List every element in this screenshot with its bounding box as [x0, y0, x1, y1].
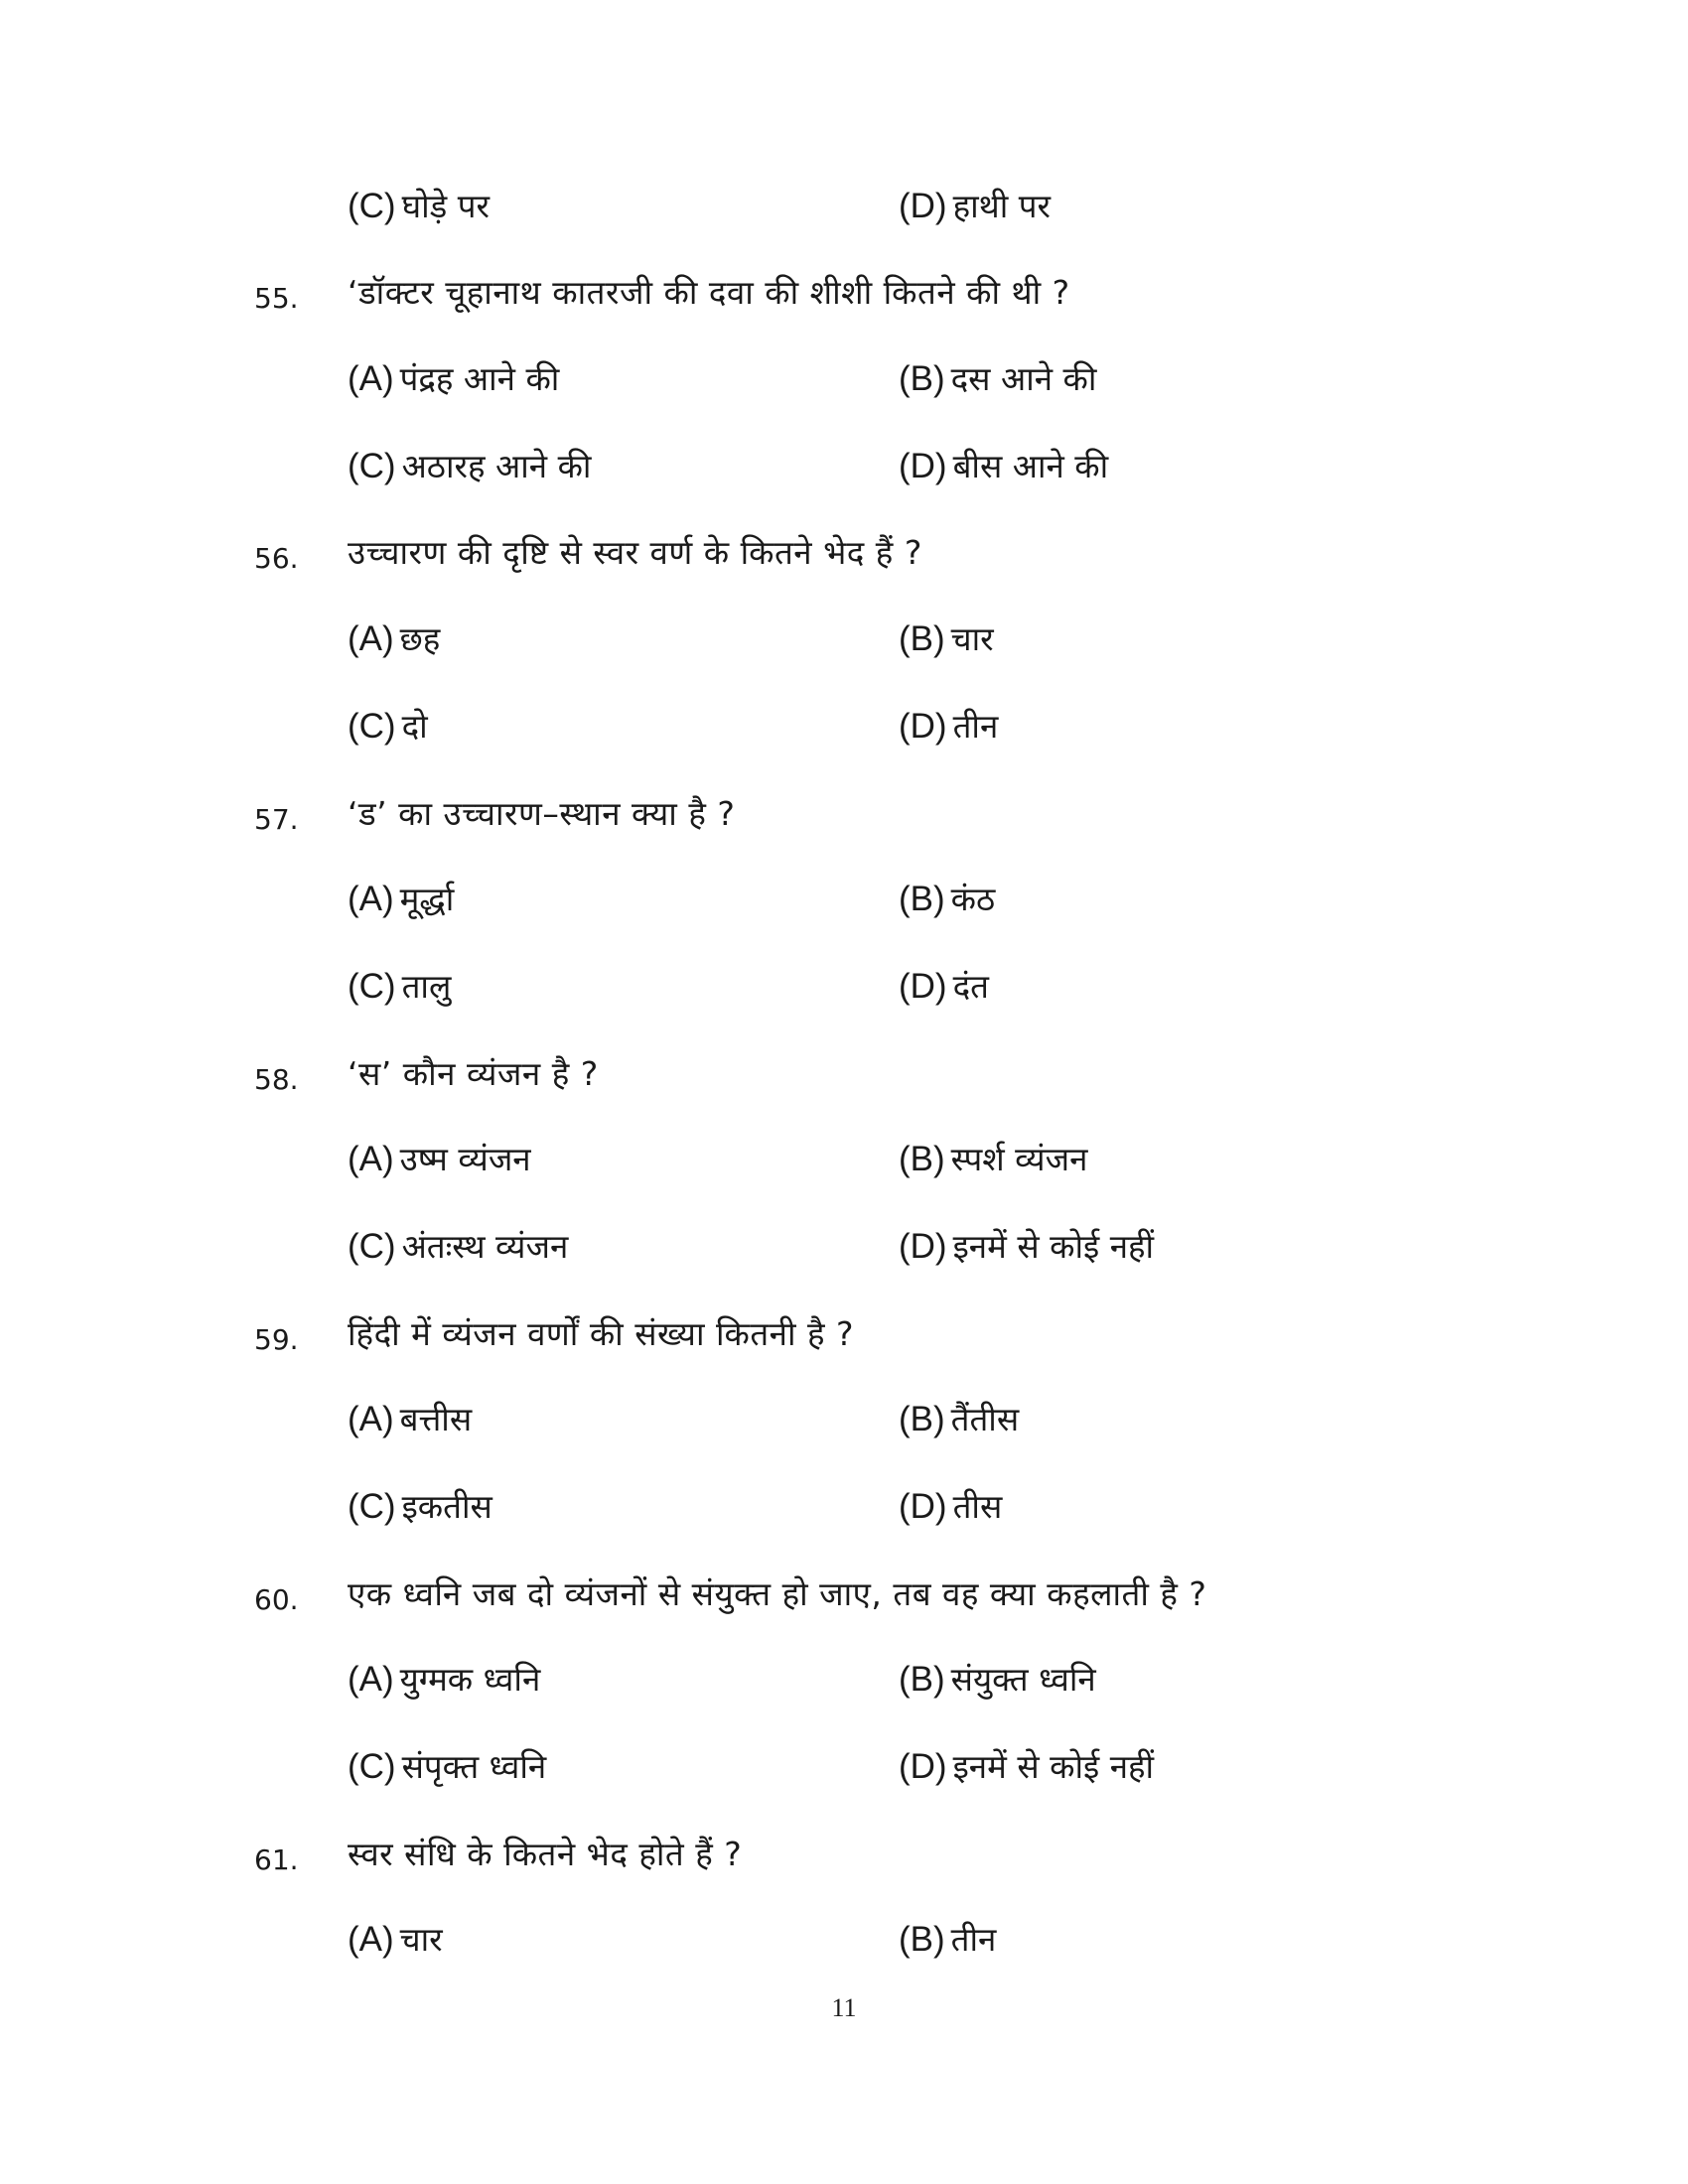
option-d: (D) इनमें से कोई नहीं: [899, 1747, 1155, 1786]
option-c: (C) दो: [348, 707, 428, 746]
question-59: [0, 1304, 1688, 1364]
question-number: 59.: [254, 1323, 299, 1356]
question-text: ‘ड’ का उच्चारण–स्थान क्या है ?: [348, 794, 736, 833]
option-a: (A) बत्तीस: [348, 1400, 473, 1438]
question-text: एक ध्वनि जब दो व्यंजनों से संयुक्त हो जाए, तब वह क्या कहलाती है ?: [348, 1574, 1207, 1613]
option-row: [0, 437, 1688, 496]
question-text: उच्चारण की दृष्टि से स्वर वर्ण के कितने भेद हैं ?: [348, 533, 922, 572]
option-d: (D) बीस आने की: [899, 447, 1109, 485]
option-d: (D) तीन: [899, 707, 999, 746]
option-row: [0, 1737, 1688, 1797]
question-number: 58.: [254, 1063, 299, 1096]
option-row: [0, 1910, 1688, 1970]
option-a: (A) छह: [348, 619, 441, 658]
option-b: (B) तीन: [899, 1920, 997, 1959]
option-row: [0, 177, 1688, 236]
option-row: [0, 1390, 1688, 1449]
option-c: (C) संपृक्त ध्वनि: [348, 1747, 547, 1786]
page-number: 11: [831, 1993, 857, 2022]
option-c: (C) इकतीस: [348, 1487, 492, 1526]
question-55: [0, 263, 1688, 323]
option-a: (A) चार: [348, 1920, 443, 1959]
option-row: [0, 1477, 1688, 1537]
option-row: [0, 697, 1688, 756]
question-61: [0, 1825, 1688, 1884]
option-b: (B) संयुक्त ध्वनि: [899, 1660, 1096, 1699]
option-row: [0, 1217, 1688, 1277]
option-b: (B) चार: [899, 619, 994, 658]
question-text: ‘डॉक्टर चूहानाथ कातरजी की दवा की शीशी कितने की थी ?: [348, 273, 1070, 312]
option-c: (C) तालु: [348, 967, 452, 1006]
option-d: (D) तीस: [899, 1487, 1003, 1526]
option-b: (B) दस आने की: [899, 359, 1097, 398]
question-number: 60.: [254, 1583, 299, 1616]
option-row: [0, 1650, 1688, 1709]
option-c: (C) अंतःस्थ व्यंजन: [348, 1227, 569, 1266]
question-text: ‘स’ कौन व्यंजन है ?: [348, 1054, 599, 1093]
option-row: [0, 1130, 1688, 1189]
option-a: (A) मूर्द्धा: [348, 880, 455, 918]
option-a: (A) उष्म व्यंजन: [348, 1140, 531, 1178]
option-b: (B) तैंतीस: [899, 1400, 1020, 1438]
option-b: (B) कंठ: [899, 880, 996, 918]
option-d: (D) हाथी पर: [899, 187, 1052, 225]
question-number: 56.: [254, 542, 299, 575]
option-row: [0, 610, 1688, 669]
option-d: (D) दंत: [899, 967, 989, 1006]
question-number: 57.: [254, 803, 299, 836]
option-row: [0, 870, 1688, 929]
question-60: [0, 1565, 1688, 1624]
question-number: 61.: [254, 1843, 299, 1876]
question-text: स्वर संधि के कितने भेद होते हैं ?: [348, 1835, 743, 1873]
question-56: [0, 523, 1688, 583]
option-d: (D) इनमें से कोई नहीं: [899, 1227, 1155, 1266]
option-c: (C) घोड़े पर: [348, 187, 491, 225]
question-57: [0, 784, 1688, 844]
option-a: (A) युग्मक ध्वनि: [348, 1660, 541, 1699]
option-b: (B) स्पर्श व्यंजन: [899, 1140, 1088, 1178]
option-row: [0, 957, 1688, 1017]
option-row: [0, 349, 1688, 409]
question-58: [0, 1044, 1688, 1104]
question-number: 55.: [254, 282, 299, 315]
option-c: (C) अठारह आने की: [348, 447, 592, 485]
option-a: (A) पंद्रह आने की: [348, 359, 560, 398]
question-text: हिंदी में व्यंजन वर्णों की संख्या कितनी है ?: [348, 1314, 855, 1353]
